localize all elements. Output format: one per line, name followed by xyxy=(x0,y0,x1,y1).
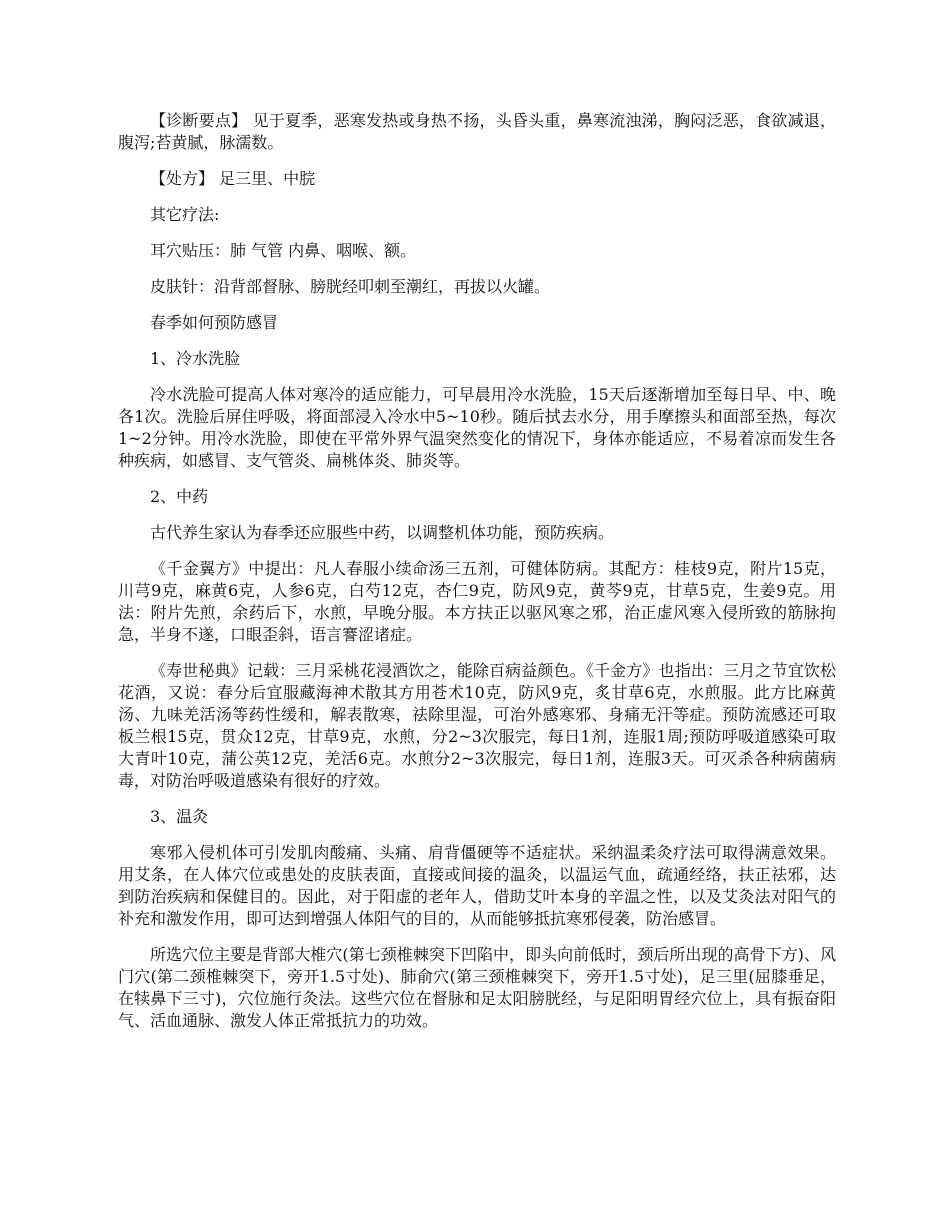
paragraph-diagnosis: 【诊断要点】 见于夏季，恶寒发热或身热不扬，头昏头重，鼻寒流浊涕，胸闷泛恶，食欲减退，腹泻;苔黄腻，脉濡数。 xyxy=(118,111,836,152)
paragraph-prescription: 【处方】 足三里、中脘 xyxy=(150,169,316,188)
subheading-moxibustion: 3、温灸 xyxy=(150,807,209,826)
paragraph-moxibustion: 寒邪入侵机体可引发肌肉酸痛、头痛、肩背僵硬等不适症状。采纳温柔灸疗法可取得满意效果。用艾条，在人体穴位或患处的皮肤表面，直接或间接的温灸，以温运气血，疏通经络，扶正祛邪，达到防治疾病和保健目的。因此，对于阳虚的老年人，借助艾叶本身的辛温之性，以及艾灸法对阳气的补充和激发作用，即可达到增强人体阳气的目的，从而能够抵抗寒邪侵袭，防治感冒。 xyxy=(118,843,836,928)
paragraph-shoushi-midian: 《寿世秘典》记载：三月采桃花浸酒饮之，能除百病益颜色。《千金方》也指出：三月之节宜饮松花酒，又说：春分后宜服藏海神术散其方用苍术10克，防风9克，炙甘草6克，水煎服。此方比麻黄汤、九味羌活汤等药性缓和，解表散寒，祛除里湿，可治外感寒邪、身痛无汗等症。预防流感还可取板兰根15克，贯众12克，甘草9克，水煎，分2~3次服完，每日1剂，连服1周;预防呼吸道感染可取大青叶10克，蒲公英12克，羌活6克。水煎分2~3次服完，每日1剂，连服3天。可灭杀各种病菌病毒，对防治呼吸道感染有很好的疗效。 xyxy=(118,661,836,790)
subheading-cold-water: 1、冷水洗脸 xyxy=(150,349,241,368)
paragraph-acupoints: 所选穴位主要是背部大椎穴(第七颈椎棘突下凹陷中，即头向前低时，颈后所出现的高骨下方)、风门穴(第二颈椎棘突下，旁开1.5寸处)、肺俞穴(第三颈椎棘突下，旁开1.5寸处)，足三里(屈膝垂足，在犊鼻下三寸)，穴位施行灸法。这些穴位在督脉和足太阳膀胱经，与足阳明胃经穴位上，具有振奋阳气、活血通脉、激发人体正常抵抗力的功效。 xyxy=(118,945,836,1030)
paragraph-herbal-intro: 古代养生家认为春季还应服些中药，以调整机体功能，预防疾病。 xyxy=(150,523,615,542)
paragraph-other-therapies: 其它疗法: xyxy=(150,205,220,224)
subheading-herbal-medicine: 2、中药 xyxy=(150,487,209,506)
paragraph-qianjin-yifang: 《千金翼方》中提出：凡人春服小续命汤三五剂，可健体防病。其配方：桂枝9克，附片15克，川芎9克，麻黄6克，人参6克，白芍12克，杏仁9克，防风9克，黄芩9克，甘草5克，生姜9克。用法：附片先煎，余药后下，水煎，早晚分服。本方扶正以驱风寒之邪，治正虚风寒入侵所致的筋脉拘急，半身不遂，口眼歪斜，语言謇涩诸症。 xyxy=(118,559,836,644)
paragraph-skin-needle: 皮肤针：沿背部督脉、膀胱经叩刺至潮红，再拔以火罐。 xyxy=(150,277,551,296)
section-heading-spring-prevention: 春季如何预防感冒 xyxy=(150,313,279,332)
paragraph-ear-acupressure: 耳穴贴压：肺 气管 内鼻、咽喉、额。 xyxy=(150,241,417,260)
document-body xyxy=(118,110,836,1046)
paragraph-cold-water: 冷水洗脸可提高人体对寒冷的适应能力，可早晨用冷水洗脸，15天后逐渐增加至每日早、中、晚各1次。洗脸后屏住呼吸，将面部浸入冷水中5~10秒。随后拭去水分，用手摩擦头和面部至热，每次1~2分钟。用冷水洗脸，即使在平常外界气温突然变化的情况下，身体亦能适应，不易着凉而发生各种疾病，如感冒、支气管炎、扁桃体炎、肺炎等。 xyxy=(118,385,836,470)
